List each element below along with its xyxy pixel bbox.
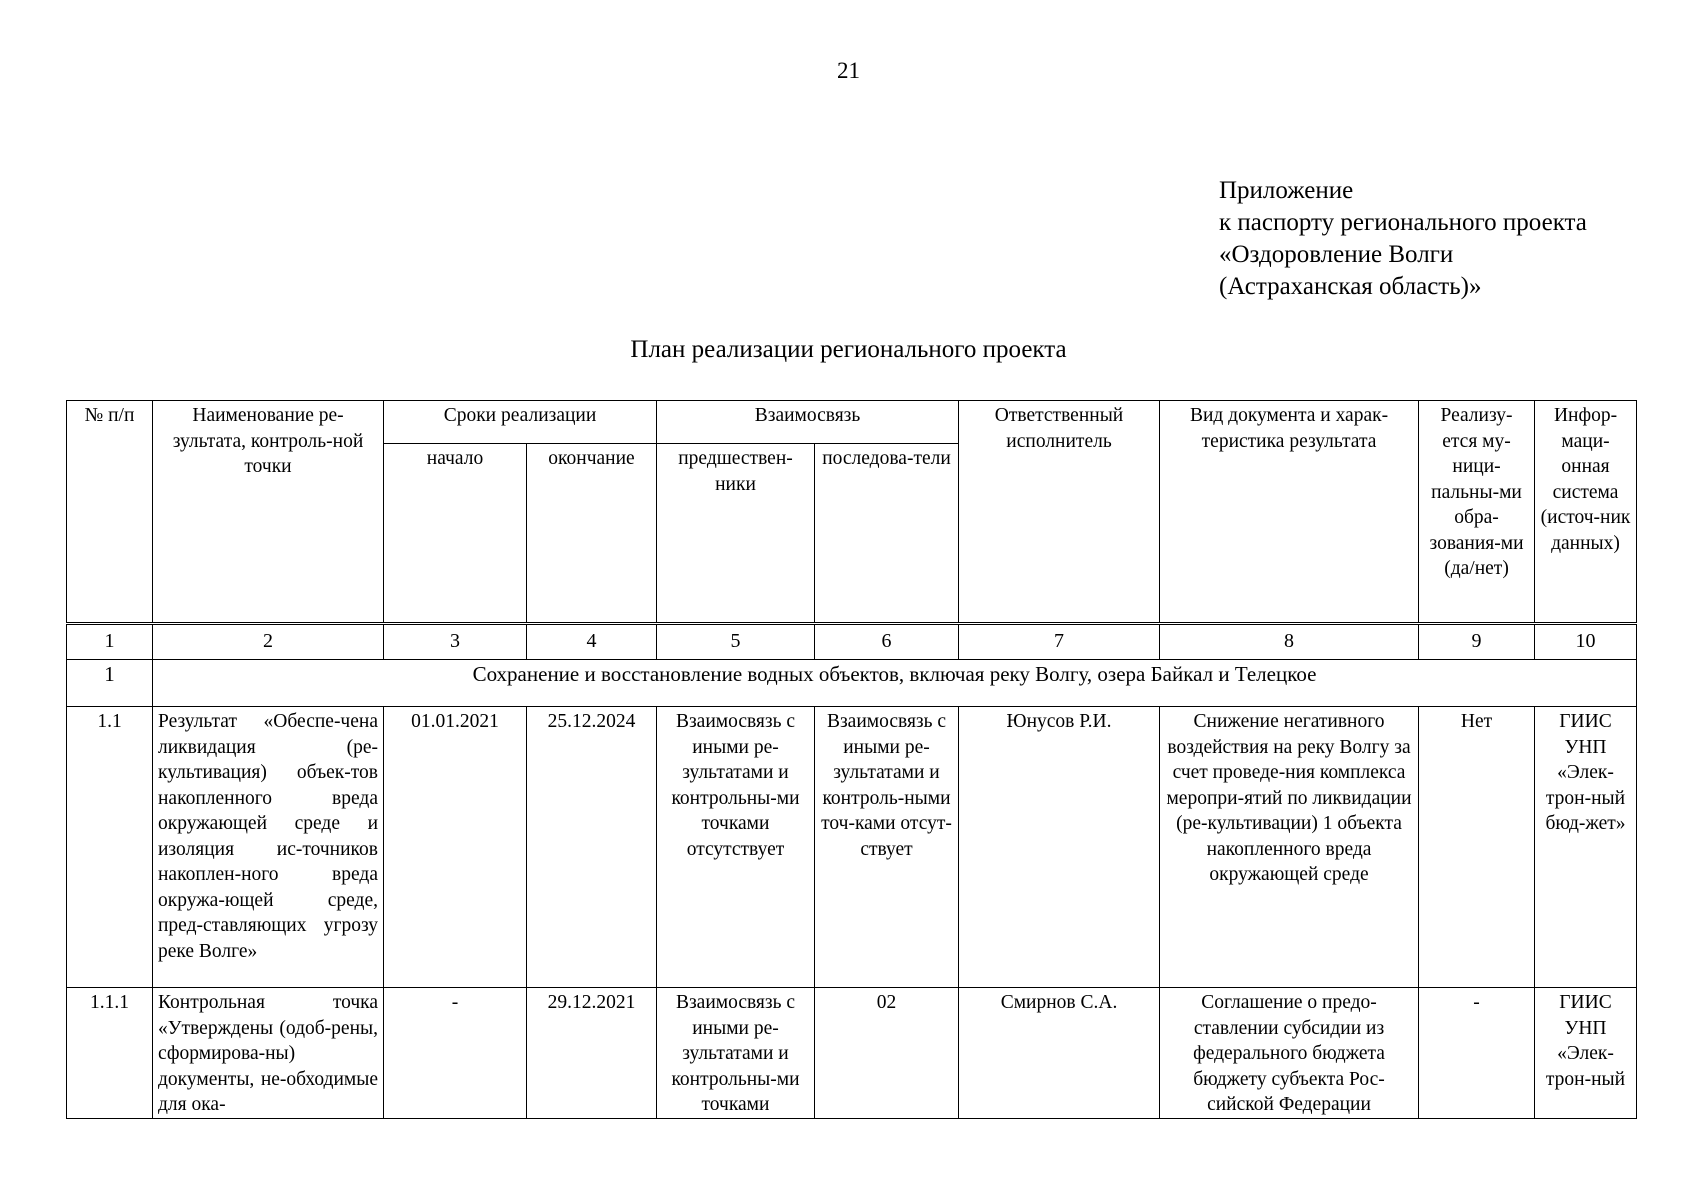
header-num: № п/п [67, 401, 153, 624]
column-number: 3 [384, 624, 527, 660]
row-info-system: ГИИС УНП «Элек-трон-ный [1535, 988, 1637, 1119]
column-number: 10 [1535, 624, 1637, 660]
row-predecessors: Взаимосвязь с иными ре-зультатами и контрольны-ми точками [657, 988, 815, 1119]
column-number: 6 [815, 624, 959, 660]
row-num: 1.1 [67, 707, 153, 988]
appendix-line-1: Приложение [1219, 177, 1354, 204]
header-relation: Взаимосвязь [657, 401, 959, 444]
column-number: 4 [527, 624, 657, 660]
column-number: 8 [1160, 624, 1419, 660]
column-number: 9 [1419, 624, 1535, 660]
row-responsible: Смирнов С.А. [959, 988, 1160, 1119]
row-doc-type: Снижение негативного воздействия на реку Волгу за счет проведе-ния комплекса меропри-ятий по ликвидации (ре-культивации) 1 объекта накопленного вреда окружающей среде [1160, 707, 1419, 988]
section-title: Сохранение и восстановление водных объектов, включая реку Волгу, озера Байкал и Телецкое [153, 660, 1637, 707]
plan-table [66, 400, 1637, 1119]
row-end: 25.12.2024 [527, 707, 657, 988]
header-name: Наименование ре-зультата, контроль-ной точки [153, 401, 384, 624]
row-num: 1.1.1 [67, 988, 153, 1119]
row-municipal: - [1419, 988, 1535, 1119]
header-terms: Сроки реализации [384, 401, 657, 444]
row-start: - [384, 988, 527, 1119]
row-start: 01.01.2021 [384, 707, 527, 988]
row-municipal: Нет [1419, 707, 1535, 988]
appendix-line-2: к паспорту регионального проекта [1219, 209, 1587, 236]
row-info-system: ГИИС УНП «Элек-трон-ный бюд-жет» [1535, 707, 1637, 988]
header-start: начало [384, 444, 527, 624]
column-numbers-row [67, 624, 1637, 660]
table-row [67, 707, 1637, 988]
section-num: 1 [67, 660, 153, 707]
header-info-system: Инфор-маци-онная система (источ-ник данных) [1535, 401, 1637, 624]
column-number: 2 [153, 624, 384, 660]
header-doc-type: Вид документа и харак-теристика результата [1160, 401, 1419, 624]
header-predecessors: предшествен-ники [657, 444, 815, 624]
row-doc-type: Соглашение о предо-ставлении субсидии из федерального бюджета бюджету субъекта Рос-сийской Федерации [1160, 988, 1419, 1119]
table-row [67, 988, 1637, 1119]
page-number: 21 [837, 58, 860, 83]
row-successors: 02 [815, 988, 959, 1119]
header-municipal: Реализу-ется му-ници-пальны-ми обра-зования-ми (да/нет) [1419, 401, 1535, 624]
header-row-1 [67, 401, 1637, 444]
row-name: Контрольная точка «Утверждены (одоб-рены, сформирова-ны) документы, не-обходимые для ока- [153, 988, 384, 1119]
header-responsible: Ответственный исполнитель [959, 401, 1160, 624]
column-number: 1 [67, 624, 153, 660]
row-predecessors: Взаимосвязь с иными ре-зультатами и контрольны-ми точками отсутствует [657, 707, 815, 988]
column-number: 5 [657, 624, 815, 660]
section-row [67, 660, 1637, 707]
appendix-header [1219, 175, 1689, 303]
row-end: 29.12.2021 [527, 988, 657, 1119]
appendix-line-4: (Астраханская область)» [1219, 273, 1482, 300]
appendix-line-3: «Оздоровление Волги [1219, 241, 1454, 268]
column-number: 7 [959, 624, 1160, 660]
header-successors: последова-тели [815, 444, 959, 624]
header-end: окончание [527, 444, 657, 624]
plan-title: План реализации регионального проекта [630, 336, 1067, 363]
row-name: Результат «Обеспе-чена ликвидация (ре-культивация) объек-тов накопленного вреда окружающей среде и изоляция ис-точников накоплен-ного вреда окружа-ющей среде, пред-ставляющих угрозу реке Волге» [153, 707, 384, 988]
row-successors: Взаимосвязь с иными ре-зультатами и контроль-ными точ-ками отсут-ствует [815, 707, 959, 988]
row-responsible: Юнусов Р.И. [959, 707, 1160, 988]
